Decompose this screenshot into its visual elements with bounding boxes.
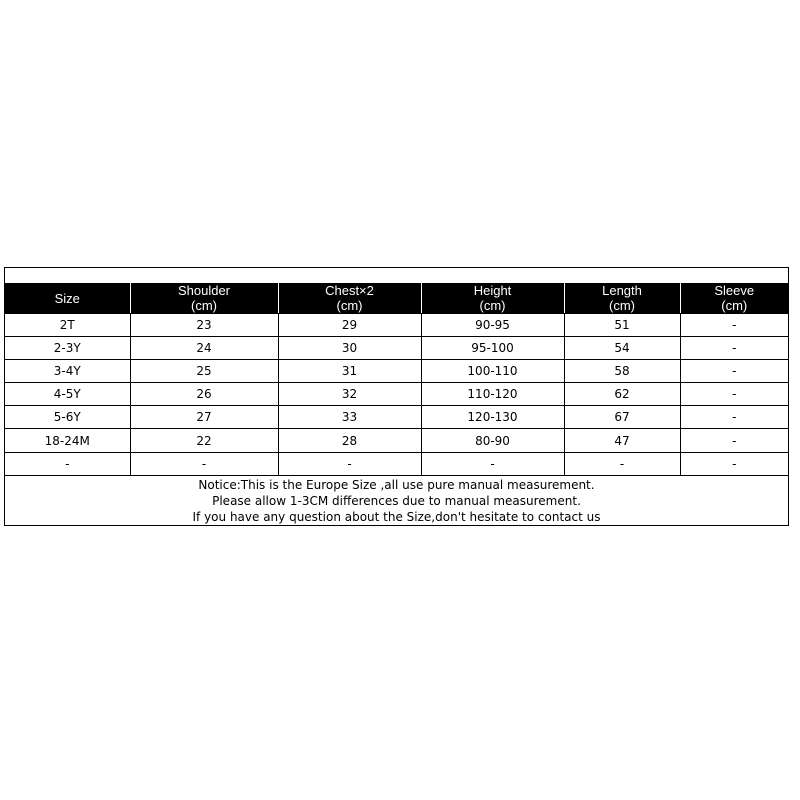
- size-chart: [4, 267, 789, 526]
- notice-line: Please allow 1-3CM differences due to manual measurement.: [212, 494, 581, 509]
- sleeve-cell: -: [680, 360, 788, 383]
- column-header-title: Height: [473, 283, 512, 298]
- shoulder-cell: 22: [130, 429, 278, 452]
- column-header-title: Shoulder: [177, 283, 231, 298]
- shoulder-cell: 23: [130, 314, 278, 337]
- size-table: [5, 283, 788, 526]
- height-cell: 120-130: [421, 406, 564, 429]
- shoulder-cell: 25: [130, 360, 278, 383]
- height-cell: 95-100: [421, 337, 564, 360]
- sleeve-cell: -: [680, 406, 788, 429]
- notice-row: [5, 475, 788, 526]
- chest-cell: -: [278, 452, 421, 475]
- size-cell: 2-3Y: [5, 337, 130, 360]
- length-cell: 58: [564, 360, 680, 383]
- height-cell: 90-95: [421, 314, 564, 337]
- chest-cell: 30: [278, 337, 421, 360]
- table-row: [5, 383, 788, 406]
- shoulder-cell: 24: [130, 337, 278, 360]
- length-cell: 67: [564, 406, 680, 429]
- column-header-unit: (cm): [609, 298, 635, 313]
- table-row: [5, 406, 788, 429]
- column-header-shoulder: [130, 283, 278, 314]
- column-header-length: [564, 283, 680, 314]
- table-row: [5, 337, 788, 360]
- chest-cell: 29: [278, 314, 421, 337]
- height-cell: -: [421, 452, 564, 475]
- shoulder-cell: -: [130, 452, 278, 475]
- column-header-unit: (cm): [191, 298, 217, 313]
- sleeve-cell: -: [680, 314, 788, 337]
- sleeve-cell: -: [680, 452, 788, 475]
- column-header-title: Size: [54, 290, 80, 306]
- sleeve-cell: -: [680, 429, 788, 452]
- height-cell: 110-120: [421, 383, 564, 406]
- length-cell: 54: [564, 337, 680, 360]
- chest-cell: 33: [278, 406, 421, 429]
- column-header-size: [5, 283, 130, 314]
- column-header-height: [421, 283, 564, 314]
- notice-cell: [5, 475, 788, 526]
- table-row: [5, 429, 788, 452]
- column-header-unit: (cm): [336, 298, 363, 313]
- column-header-title: Length: [602, 283, 642, 298]
- chest-cell: 28: [278, 429, 421, 452]
- sleeve-cell: -: [680, 337, 788, 360]
- size-cell: 3-4Y: [5, 360, 130, 383]
- size-cell: 2T: [5, 314, 130, 337]
- length-cell: 47: [564, 429, 680, 452]
- column-header-unit: (cm): [721, 298, 748, 313]
- table-row: [5, 452, 788, 475]
- length-cell: -: [564, 452, 680, 475]
- size-cell: -: [5, 452, 130, 475]
- shoulder-cell: 27: [130, 406, 278, 429]
- column-header-unit: (cm): [479, 298, 506, 313]
- sleeve-cell: -: [680, 383, 788, 406]
- height-cell: 100-110: [421, 360, 564, 383]
- notice-line: If you have any question about the Size,don't hesitate to contact us: [192, 510, 601, 525]
- length-cell: 62: [564, 383, 680, 406]
- column-header-title: Sleeve: [714, 283, 755, 298]
- column-header-chest: [278, 283, 421, 314]
- size-cell: 4-5Y: [5, 383, 130, 406]
- header-row: [5, 283, 788, 314]
- notice-line: Notice:This is the Europe Size ,all use pure manual measurement.: [198, 478, 595, 493]
- size-cell: 5-6Y: [5, 406, 130, 429]
- length-cell: 51: [564, 314, 680, 337]
- table-row: [5, 314, 788, 337]
- height-cell: 80-90: [421, 429, 564, 452]
- size-cell: 18-24M: [5, 429, 130, 452]
- chest-cell: 31: [278, 360, 421, 383]
- column-header-title: Chest×2: [325, 283, 374, 298]
- shoulder-cell: 26: [130, 383, 278, 406]
- chest-cell: 32: [278, 383, 421, 406]
- column-header-sleeve: [680, 283, 788, 314]
- table-row: [5, 360, 788, 383]
